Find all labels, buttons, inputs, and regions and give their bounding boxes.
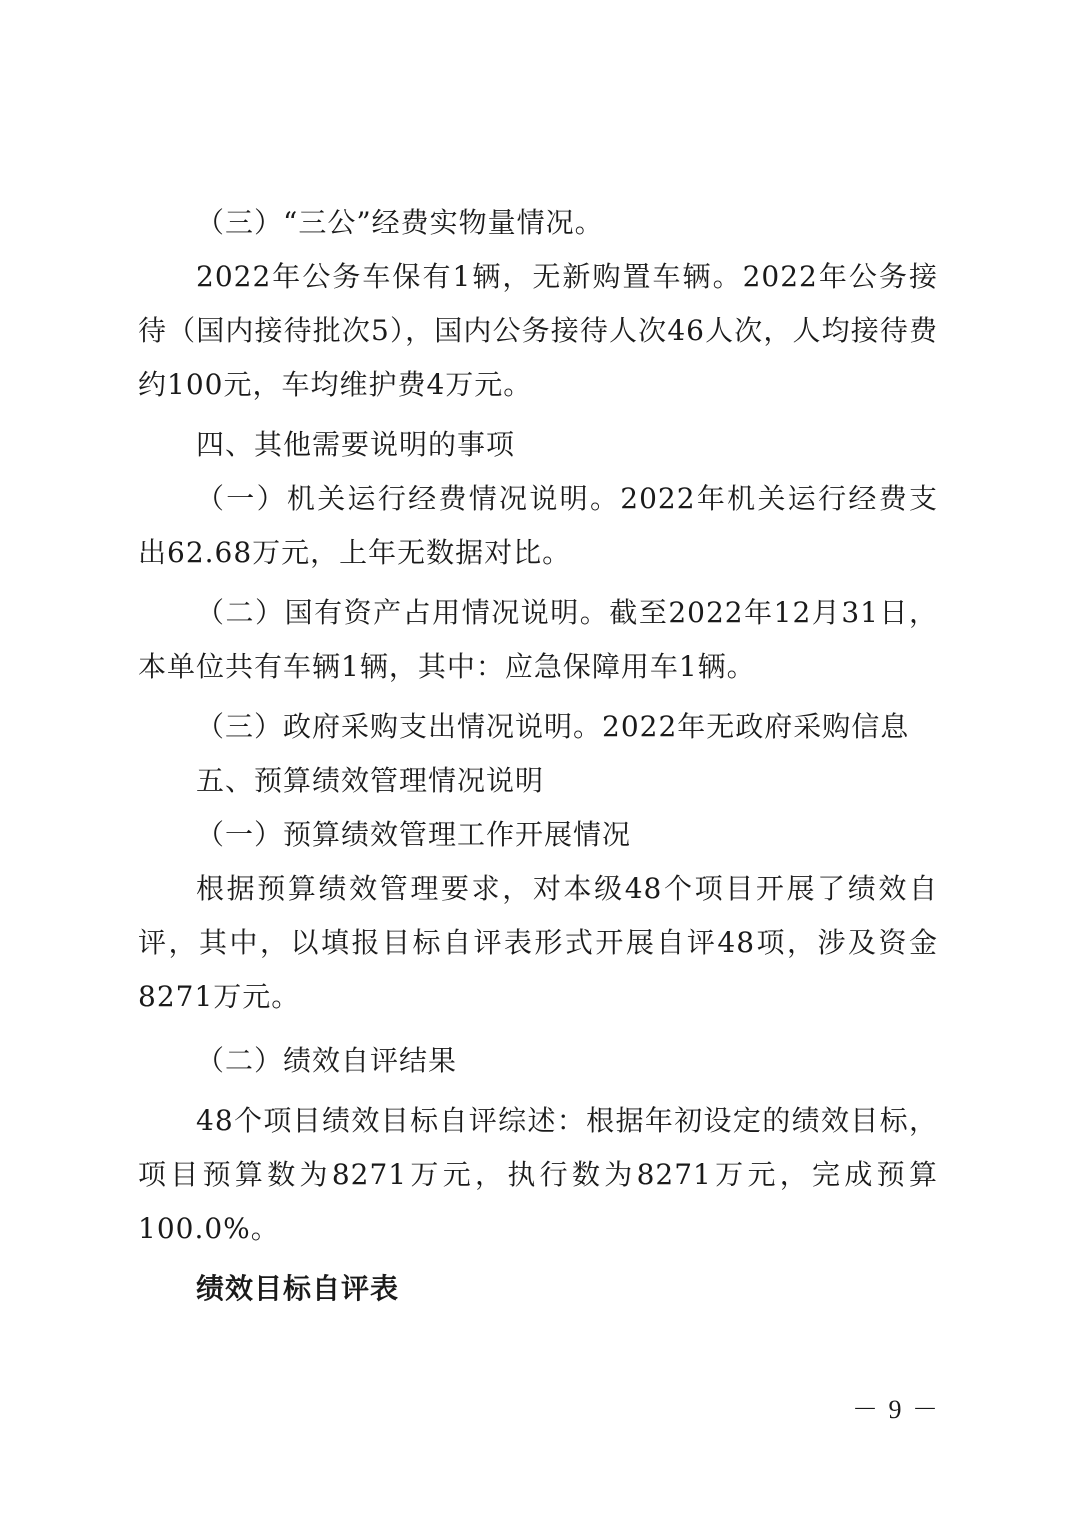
paragraph-vehicles-reception: 2022年公务车保有1辆，无新购置车辆。2022年公务接待（国内接待批次5），国内公务接待人次46人次，人均接待费约100元，车均维护费4万元。 <box>138 260 938 401</box>
spacer <box>138 1024 938 1034</box>
document-body <box>138 196 938 1316</box>
paragraph-government-procurement: （三）政府采购支出情况说明。2022年无政府采购信息 <box>196 710 910 743</box>
paragraph-self-evaluation-scope: 根据预算绩效管理要求，对本级48个项目开展了绩效自评，其中，以填报目标自评表形式开展自评48项，涉及资金8271万元。 <box>138 872 938 1013</box>
section-heading-other-matters: 四、其他需要说明的事项 <box>196 428 516 461</box>
paragraph-state-assets: （二）国有资产占用情况说明。截至2022年12月31日，本单位共有车辆1辆，其中：应急保障用车1辆。 <box>138 596 938 683</box>
section-heading-sangong-quantities: （三）“三公”经费实物量情况。 <box>196 206 604 239</box>
section-heading-performance-management: 五、预算绩效管理情况说明 <box>196 764 545 797</box>
page-number: － 9 － <box>851 1395 940 1424</box>
paragraph-operating-expenses: （一）机关运行经费情况说明。2022年机关运行经费支出62.68万元，上年无数据对比。 <box>138 482 938 569</box>
subsection-heading-self-evaluation-results: （二）绩效自评结果 <box>196 1044 458 1077</box>
paragraph-self-evaluation-summary: 48个项目绩效目标自评综述：根据年初设定的绩效目标，项目预算数为8271万元，执行数为8271万元，完成预算100.0%。 <box>138 1104 938 1245</box>
table-title-performance-self-evaluation: 绩效目标自评表 <box>196 1272 400 1305</box>
subsection-heading-performance-work: （一）预算绩效管理工作开展情况 <box>196 818 632 851</box>
